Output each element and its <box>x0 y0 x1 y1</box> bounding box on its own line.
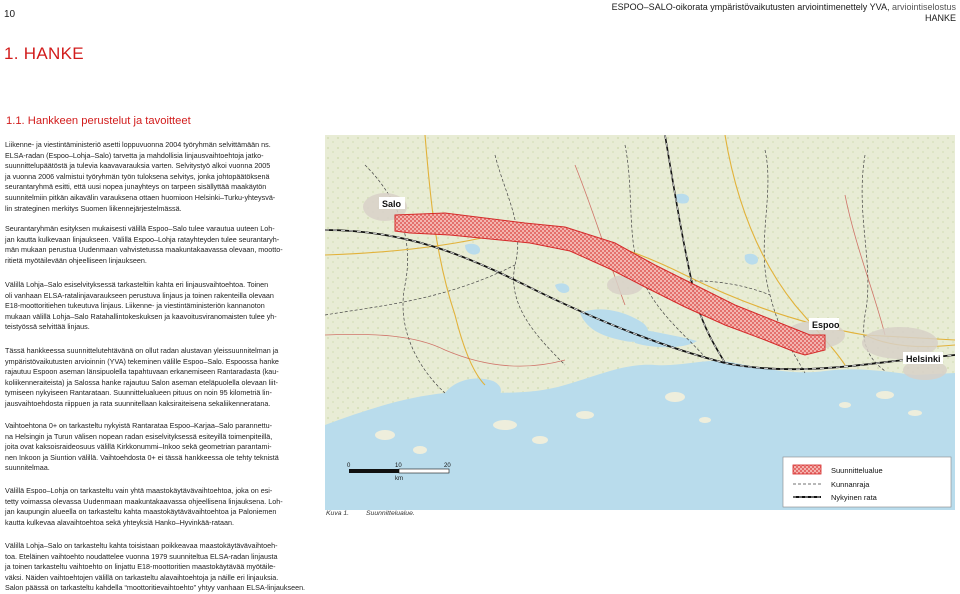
svg-text:Helsinki: Helsinki <box>906 354 941 364</box>
legend-label-rail: Nykyinen rata <box>831 493 877 502</box>
section-title: 1.1. Hankkeen perustelut ja tavoitteet <box>6 115 191 127</box>
legend-label-border: Kunnanraja <box>831 480 870 489</box>
figure-caption-text: Suunnittelualue. <box>366 510 415 517</box>
map-legend <box>783 457 951 507</box>
scale-unit: km <box>395 476 403 482</box>
svg-text:Salo: Salo <box>382 199 402 209</box>
scale-tick-0: 0 <box>347 463 351 469</box>
running-header-title: ESPOO–SALO-oikorata ympäristövaikutusten arviointimenettely YVA, <box>611 2 890 12</box>
chapter-title: 1. HANKE <box>4 44 84 63</box>
label-helsinki <box>903 352 943 364</box>
running-header-subtitle: arviointiselostus <box>889 2 956 12</box>
paragraph-3: Välillä Lohja–Salo esiselvityksessä tarkasteltiin kahta eri linjausvaihtoehtoa. Toinen oli vanhaan ELSA-ratalinjavaraukseen perustuva linjaus ja toinen rakenteilla olevaan E18-moottoritiehen tukeutuva linjaus. Liikenne- ja viestintäministeriön kannanoton mukaan välillä Lohja–Salo Ratahallintokeskuksen ja kaavoitusviranomaisten tulee yh- teistyössä selvittää linjaus. <box>5 280 277 332</box>
map-figure <box>325 135 955 510</box>
scale-tick-20: 20 <box>444 463 451 469</box>
paragraph-5: Vaihtoehtona 0+ on tarkasteltu nykyistä Rantarataa Espoo–Karjaa–Salo parannettu- na Helsingin ja Turun välisen nopean radan esiselvityksessä esiteyillä toimenpiteillä, joita ovat kaksoisraideosuus välillä Kirkkonummi–Inkoo sekä geometrian parantami- nen Inkoon ja Siuntion välillä. Vaihtoehdosta 0+ ei tässä hankkeessa ole tehty teknistä suunnitelmaa. <box>5 421 279 473</box>
legend-label-planning-area: Suunnittelualue <box>831 466 883 475</box>
paragraph-1: Liikenne- ja viestintäministeriö asetti loppuvuonna 2004 työryhmän selvittämään ns. ELSA-radan (Espoo–Lohja–Salo) tarvetta ja mahdollisia linjausvaihtoehtoja jatko- suunnittelupäätöstä ja tulevia kaavavarauksia varten. Selvitystyö alkoi vuonna 2005 ja vuonna 2006 valmistui työryhmän työn tuloksena selvitys, jonka johtopäätöksenä seurantaryhmä esitti, että uusi nopea junayhteys on tarpeen sisällyttää maakäytön suunnitelmiin pitkän aikavälin varauksena ottaen huomioon Helsinki–Turku-yhteysvä- lin strateginen merkitys Suomen liikennejärjestelmässä. <box>5 140 276 213</box>
scale-tick-10: 10 <box>395 463 402 469</box>
paragraph-7: Välillä Lohja–Salo on tarkasteltu kahta toisistaan poikkeavaa maastokäytävävaihtoeh- toa. Eteläinen vaihtoehto noudattelee vuonna 1979 suunniteltua ELSA-radan linjausta ja toinen tarkasteltu vaihtoehto on linjattu E18-moottoritien maastokäytävää myötäile- väksi. Näiden vaihtoehtojen välillä on tarkasteltu alavaihtoehtoja ja näille eri linjauksia. Salon päässä on tarkasteltu kahdella “moottoritievaihtoehto” yhtyy vanhaan ELSA-linjaukseen. <box>5 541 306 593</box>
paragraph-2: Seurantaryhmän esityksen mukaisesti välillä Espoo–Salo tulee varautua uuteen Loh- jan kautta kulkevaan linjaukseen. Välillä Espoo–Lohja ratayhteyden tulee seurantaryh- män mukaan perustua Uudenmaan vahvistetussa maakuntakaavassa olevaan, mootto- ritietä myötäilevään ohjeelliseen linjaukseen. <box>5 224 283 265</box>
figure-caption-label: Kuva 1. <box>326 510 350 517</box>
label-espoo <box>809 318 840 330</box>
label-salo <box>379 197 405 209</box>
svg-text:Espoo: Espoo <box>812 320 840 330</box>
paragraph-6: Välillä Espoo–Lohja on tarkasteltu vain yhtä maastokäytävävaihtoehtoa, joka on esi- tetty voimassa olevassa Uudenmaan maakuntakaavassa ohjeellisena linjauksena. Loh- jan kaupungin alueella on tarkasteltu kahta maastokäytävävaihtoehtoa ja Paloniemen kautta kulkevaa alavaihtoehtoa sekä yhteyksiä Hanko–Hyvinkää-rataan. <box>5 486 283 527</box>
page-number: 10 <box>4 9 16 20</box>
running-header-section: HANKE <box>924 13 956 23</box>
paragraph-4: Tässä hankkeessa suunnittelutehtävänä on ollut radan alustavan yleissuunnitelman ja ympäristövaikutusten arvioinnin (YVA) tekeminen välille Espoo–Salo. Espoossa hanke rajautuu Espoon aseman länsipuolella tapahtuvaan erkanemiseen Rantaradasta (kau- koliikenneraiteista) ja Salossa hanke rajautuu Salon aseman eteläpuolella olevaan liit- tymiseen nykyiseen Rantarataan. Suunnittelualueen pituus on noin 95 kilometriä lin- jausvaihtoehdosta riippuen ja rata suunnitellaan kaksiraiteisena sekaliikenneratana. <box>5 346 279 408</box>
legend-symbol-planning-area <box>793 465 821 474</box>
running-header <box>612 2 956 13</box>
